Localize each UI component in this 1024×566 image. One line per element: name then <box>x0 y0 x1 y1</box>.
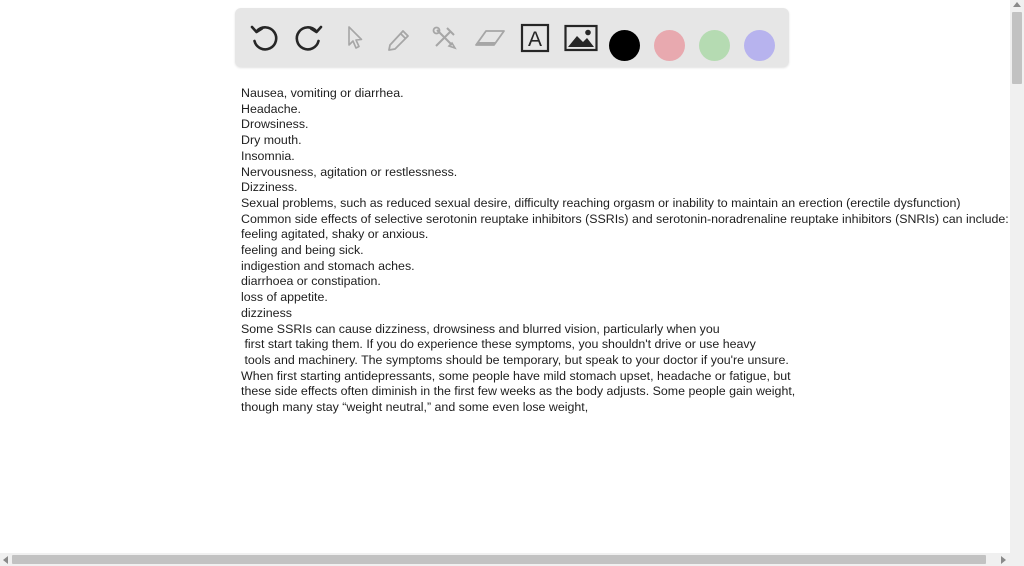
text-line: Some SSRIs can cause dizziness, drowsiness and blurred vision, particularly when you <box>241 321 720 336</box>
text-line: indigestion and stomach aches. <box>241 258 415 273</box>
text-line: first start taking them. If you do experience these symptoms, you shouldn't drive or use heavy <box>241 337 756 352</box>
text-line: Headache. <box>241 101 301 116</box>
text-line: When first starting antidepressants, some people have mild stomach upset, headache or fatigue, but <box>241 368 791 383</box>
image-tool-button[interactable] <box>562 19 600 57</box>
text-line: Nervousness, agitation or restlessness. <box>241 164 458 179</box>
text-line: feeling agitated, shaky or anxious. <box>241 227 429 242</box>
horizontal-scroll-thumb[interactable] <box>12 555 986 564</box>
vertical-scrollbar[interactable] <box>1010 0 1024 553</box>
tools-icon <box>429 23 459 53</box>
text-line: feeling and being sick. <box>241 243 364 258</box>
color-swatch-black[interactable] <box>609 30 640 61</box>
text-canvas[interactable] <box>241 86 1009 416</box>
eraser-icon <box>472 23 508 53</box>
drawing-toolbar <box>235 8 789 67</box>
text-tool-icon <box>520 23 550 53</box>
text-line: Common side effects of selective serotonin reuptake inhibitors (SSRIs) and serotonin-noradrenaline reuptake inhibitors (SNRIs) can include: <box>241 211 1009 226</box>
text-line: Insomnia. <box>241 148 295 163</box>
tools-button[interactable] <box>425 19 463 57</box>
text-line: Nausea, vomiting or diarrhea. <box>241 86 404 100</box>
redo-icon <box>293 22 325 54</box>
eraser-tool-button[interactable] <box>471 19 509 57</box>
scroll-right-icon[interactable] <box>1001 556 1006 564</box>
image-icon <box>564 24 598 52</box>
scroll-up-icon[interactable] <box>1013 2 1021 7</box>
scroll-left-icon[interactable] <box>3 556 8 564</box>
text-line: Sexual problems, such as reduced sexual desire, difficulty reaching orgasm or inability to maintain an erection (erectile dysfunction) <box>241 195 961 210</box>
pencil-icon <box>384 23 414 53</box>
undo-icon <box>248 22 280 54</box>
text-line: tools and machinery. The symptoms should be temporary, but speak to your doctor if you're unsure. <box>241 352 789 367</box>
color-swatch-green[interactable] <box>699 30 730 61</box>
color-swatch-purple[interactable] <box>744 30 775 61</box>
text-line: though many stay “weight neutral,” and some even lose weight, <box>241 400 589 415</box>
text-line: these side effects often diminish in the first few weeks as the body adjusts. Some people gain weight, <box>241 384 796 399</box>
text-line: Dry mouth. <box>241 133 302 148</box>
text-line: diarrhoea or constipation. <box>241 274 381 289</box>
text-line: Drowsiness. <box>241 117 309 132</box>
text-line: loss of appetite. <box>241 290 328 305</box>
select-arrow-icon <box>340 24 368 52</box>
vertical-scroll-thumb[interactable] <box>1012 12 1022 84</box>
redo-button[interactable] <box>290 19 328 57</box>
svg-text:A: A <box>527 28 543 51</box>
undo-button[interactable] <box>245 19 283 57</box>
color-swatch-pink[interactable] <box>654 30 685 61</box>
pencil-tool-button[interactable] <box>380 19 418 57</box>
text-line: dizziness <box>241 305 292 320</box>
text-tool-button[interactable] <box>516 19 554 57</box>
horizontal-scrollbar[interactable] <box>0 553 1024 566</box>
select-tool-button[interactable] <box>335 19 373 57</box>
text-line: Dizziness. <box>241 180 298 195</box>
